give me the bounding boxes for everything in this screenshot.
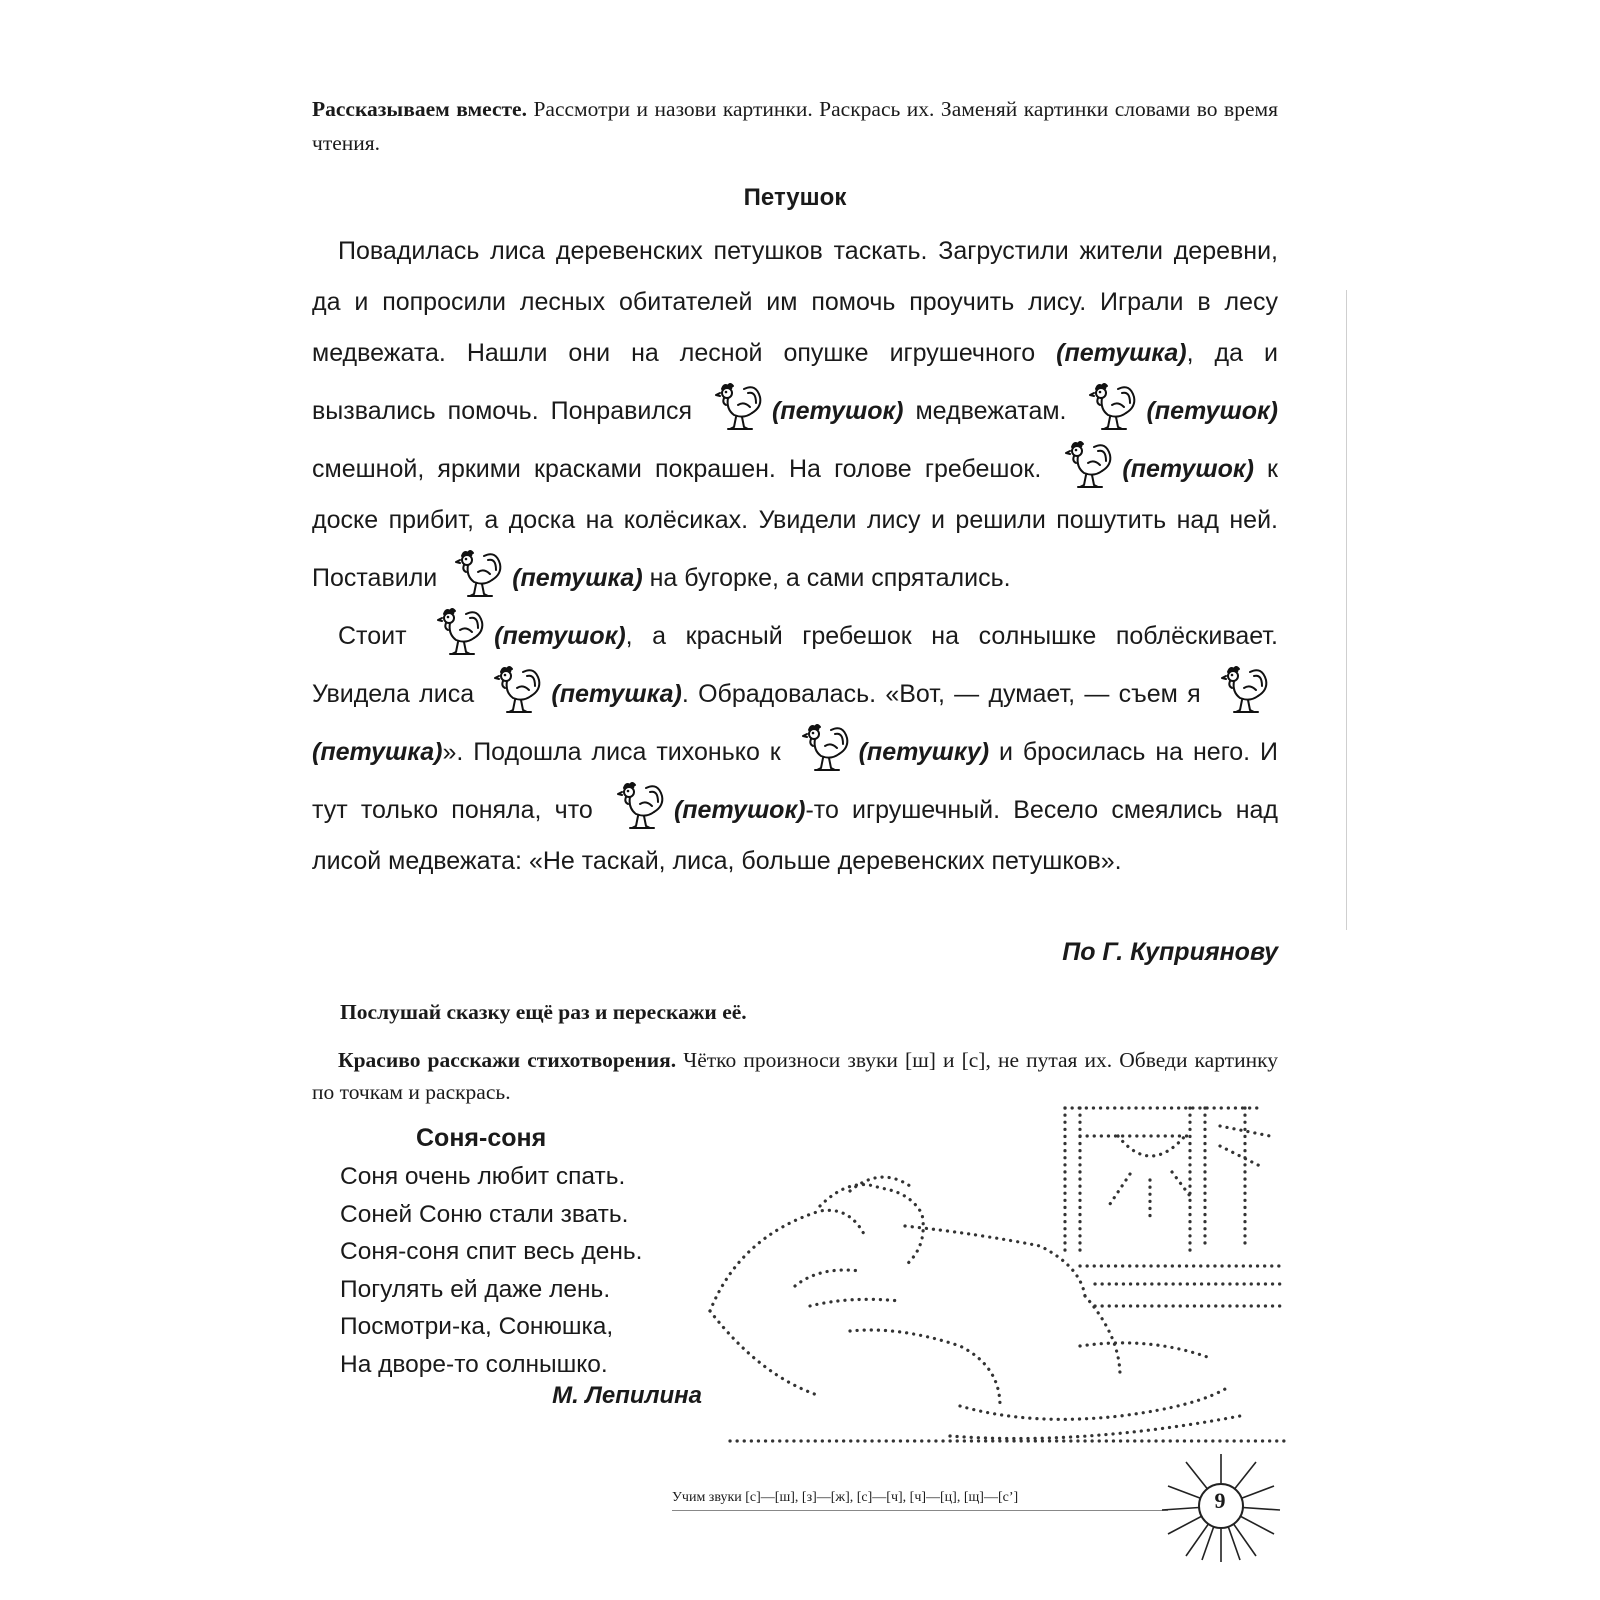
poem-line: Соня очень любит спать. — [340, 1163, 626, 1190]
footer-text: Учим звуки [с]—[ш], [з]—[ж], [с]—[ч], [ч]—[ц], [щ]—[с’] — [672, 1490, 1168, 1511]
rooster-icon — [610, 778, 670, 832]
rooster-icon — [708, 379, 768, 433]
rooster-icon — [487, 662, 547, 716]
poem-title: Соня-соня — [416, 1124, 547, 1152]
rooster-icon — [795, 720, 855, 774]
story-paragraph-1: Повадилась лиса деревенских петушков таскать. Загрустили жители деревни, да и попросили лесных обитателей им помочь проучить лису. Играли в лесу медвежата. Нашли они на лесной опушке игрушечного (петушка), да и вызвались помочь. Понравился (петушок) медвежатам. (петушок) смешной, яркими красками покрашен. На голове гребешок. (петушок) к доске прибит, а доска на колёсиках. Увидели лису и решили пошутить над ней. Поставили (петушка) на бугорке, а сами спрятались. — [312, 226, 1278, 604]
instruction-retell: Послушай сказку ещё раз и перескажи её. — [340, 1000, 747, 1024]
poem-line: На дворе-то солнышко. — [340, 1350, 608, 1378]
instruction-poem-bold: Красиво расскажи стихотворения. — [338, 1048, 677, 1072]
poem-author: М. Лепилина — [552, 1382, 702, 1409]
story-paragraph-2: Стоит (петушок), а красный гребешок на солнышке поблёскивает. Увидела лиса (петушка). Обрадовалась. «Вот, — думает, — съем я (петушка)». Подошла лиса тихонько к (петушку) и бросилась на него. И тут только поняла, что (петушок)-то игрушечный. Весело смеялись над лисой медвежата: «Не таскай, лиса, больше деревенских петушков». — [312, 604, 1278, 887]
poem-line: Погулять ей даже лень. — [340, 1275, 611, 1303]
poem-line: Посмотри-ка, Сонюшка, — [340, 1313, 614, 1340]
instruction-poem-text: Чётко произноси звуки [ш] и [с], не путая их. Обведи картинку по точкам и раскрась. — [312, 1048, 1278, 1104]
page-margin-line — [1346, 290, 1347, 930]
poem-text — [340, 1158, 720, 1383]
rooster-icon — [1082, 379, 1142, 433]
instruction-top — [312, 92, 1278, 160]
page-number: 9 — [1214, 1488, 1226, 1513]
poem-line: Соней Соню стали звать. — [340, 1200, 629, 1228]
instruction-top-text: Рассмотри и назови картинки. Раскрась их. Заменяй картинки словами во время чтения. — [312, 97, 1278, 155]
story-author: По Г. Куприянову — [1062, 938, 1278, 966]
poem-line: Соня-соня спит весь день. — [340, 1238, 643, 1265]
rooster-icon — [1214, 662, 1274, 716]
story-text — [312, 226, 1278, 887]
story-title: Петушок — [743, 184, 847, 211]
rooster-icon — [430, 604, 490, 658]
rooster-icon — [1058, 437, 1118, 491]
instruction-top-bold: Рассказываем вместе. — [312, 97, 527, 121]
sleeping-girl-dotted-drawing — [700, 1096, 1290, 1466]
rooster-icon — [448, 546, 508, 600]
